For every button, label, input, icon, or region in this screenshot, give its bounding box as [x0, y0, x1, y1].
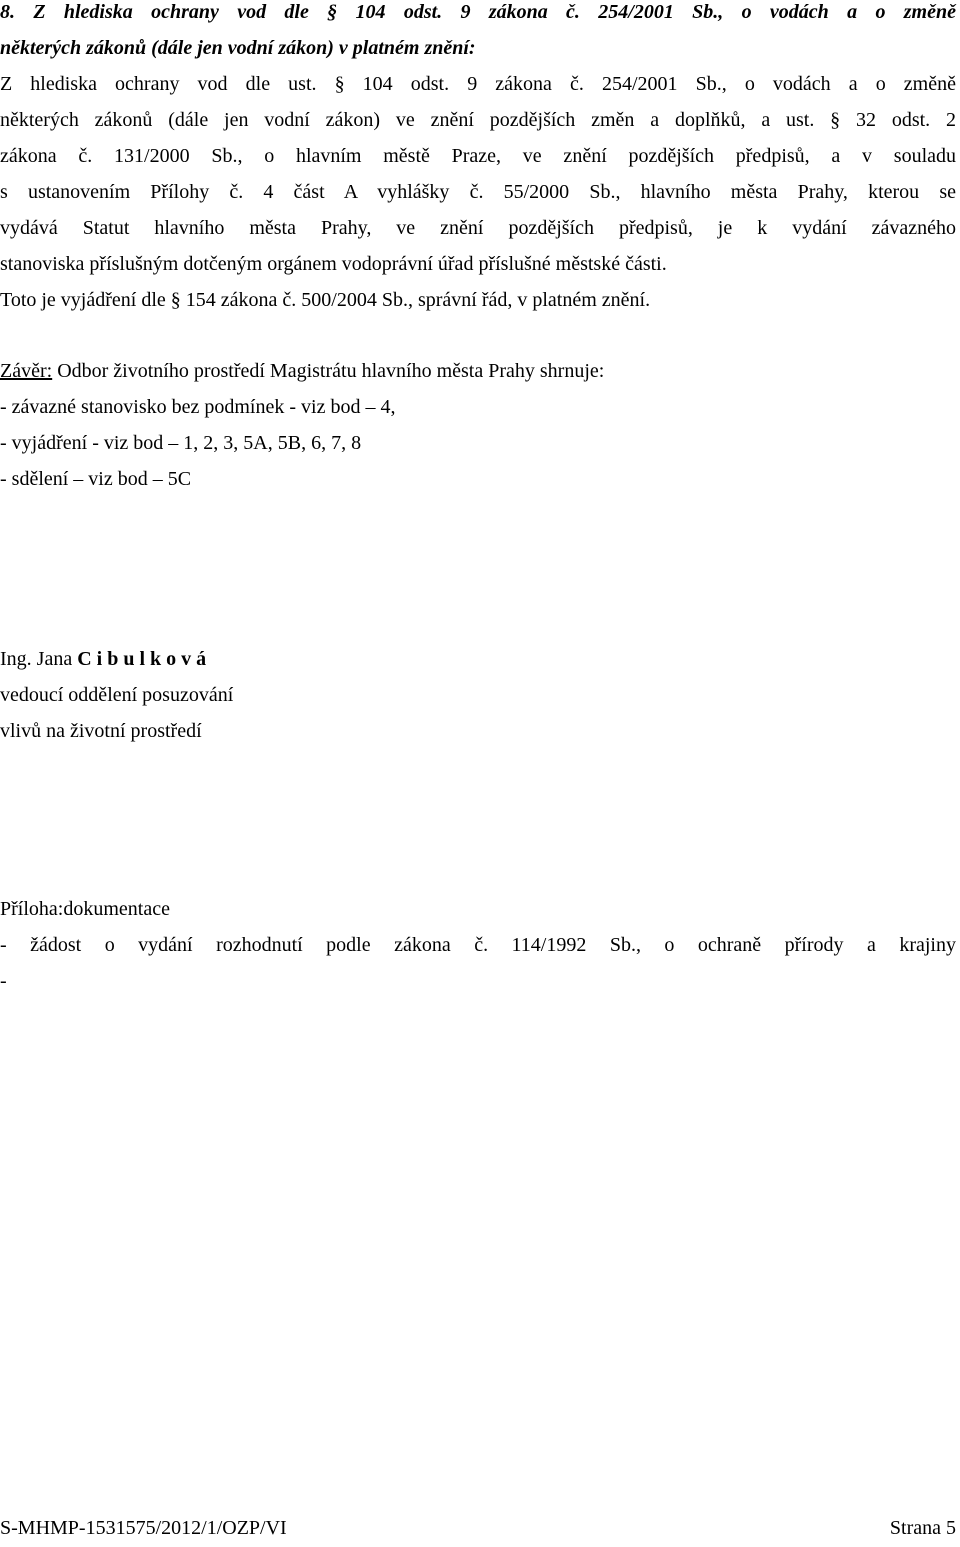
attachment-label: Příloha:dokumentace — [0, 898, 170, 920]
body-line-1: Z hlediska ochrany vod dle ust. § 104 odst. 9 zákona č. 254/2001 Sb., o vodách a o změně — [0, 73, 956, 95]
body-line-3: zákona č. 131/2000 Sb., o hlavním městě Praze, ve znění pozdějších předpisů, a v souladu — [0, 145, 956, 167]
body-line-7: Toto je vyjádření dle § 154 zákona č. 500/2004 Sb., správní řád, v platném znění. — [0, 289, 651, 311]
signatory-position-line-2: vlivů na životní prostředí — [0, 720, 202, 742]
footer-page-number: Strana 5 — [889, 1517, 956, 1539]
signatory-title: Ing. Jana — [0, 648, 78, 670]
attachment-item-1: - žádost o vydání rozhodnutí podle zákona č. 114/1992 Sb., o ochraně přírody a krajiny — [0, 934, 956, 956]
conclusion-paragraph — [0, 359, 956, 383]
body-line-2: některých zákonů (dále jen vodní zákon) ve znění pozdějších změn a doplňků, a ust. § 32 odst. 2 — [0, 109, 956, 131]
conclusion-item-binding-opinion: - závazné stanovisko bez podmínek - viz bod – 4, — [0, 396, 396, 418]
footer-reference-number: S-MHMP-1531575/2012/1/OZP/VI — [0, 1517, 287, 1539]
body-line-5: vydává Statut hlavního města Prahy, ve znění pozdějších předpisů, je k vydání závazného — [0, 217, 956, 239]
conclusion-item-statement: - vyjádření - viz bod – 1, 2, 3, 5A, 5B, 6, 7, 8 — [0, 432, 362, 454]
signatory-name — [0, 647, 956, 671]
body-line-4: s ustanovením Přílohy č. 4 část A vyhlášky č. 55/2000 Sb., hlavního města Prahy, kterou se — [0, 181, 956, 203]
conclusion-label: Závěr: — [0, 360, 53, 382]
section-heading-line-1: 8. Z hlediska ochrany vod dle § 104 odst. 9 zákona č. 254/2001 Sb., o vodách a o změně — [0, 1, 956, 23]
conclusion-item-notice: - sdělení – viz bod – 5C — [0, 468, 192, 490]
signatory-surname: Cibulková — [77, 648, 212, 670]
attachment-item-2: - — [0, 970, 7, 992]
body-line-6: stanoviska příslušným dotčeným orgánem vodoprávní úřad příslušné městské části. — [0, 253, 667, 275]
conclusion-text: Odbor životního prostředí Magistrátu hlavního města Prahy shrnuje: — [52, 360, 605, 382]
signatory-position-line-1: vedoucí oddělení posuzování — [0, 684, 234, 706]
section-heading-line-2: některých zákonů (dále jen vodní zákon) v platném znění: — [0, 37, 476, 59]
